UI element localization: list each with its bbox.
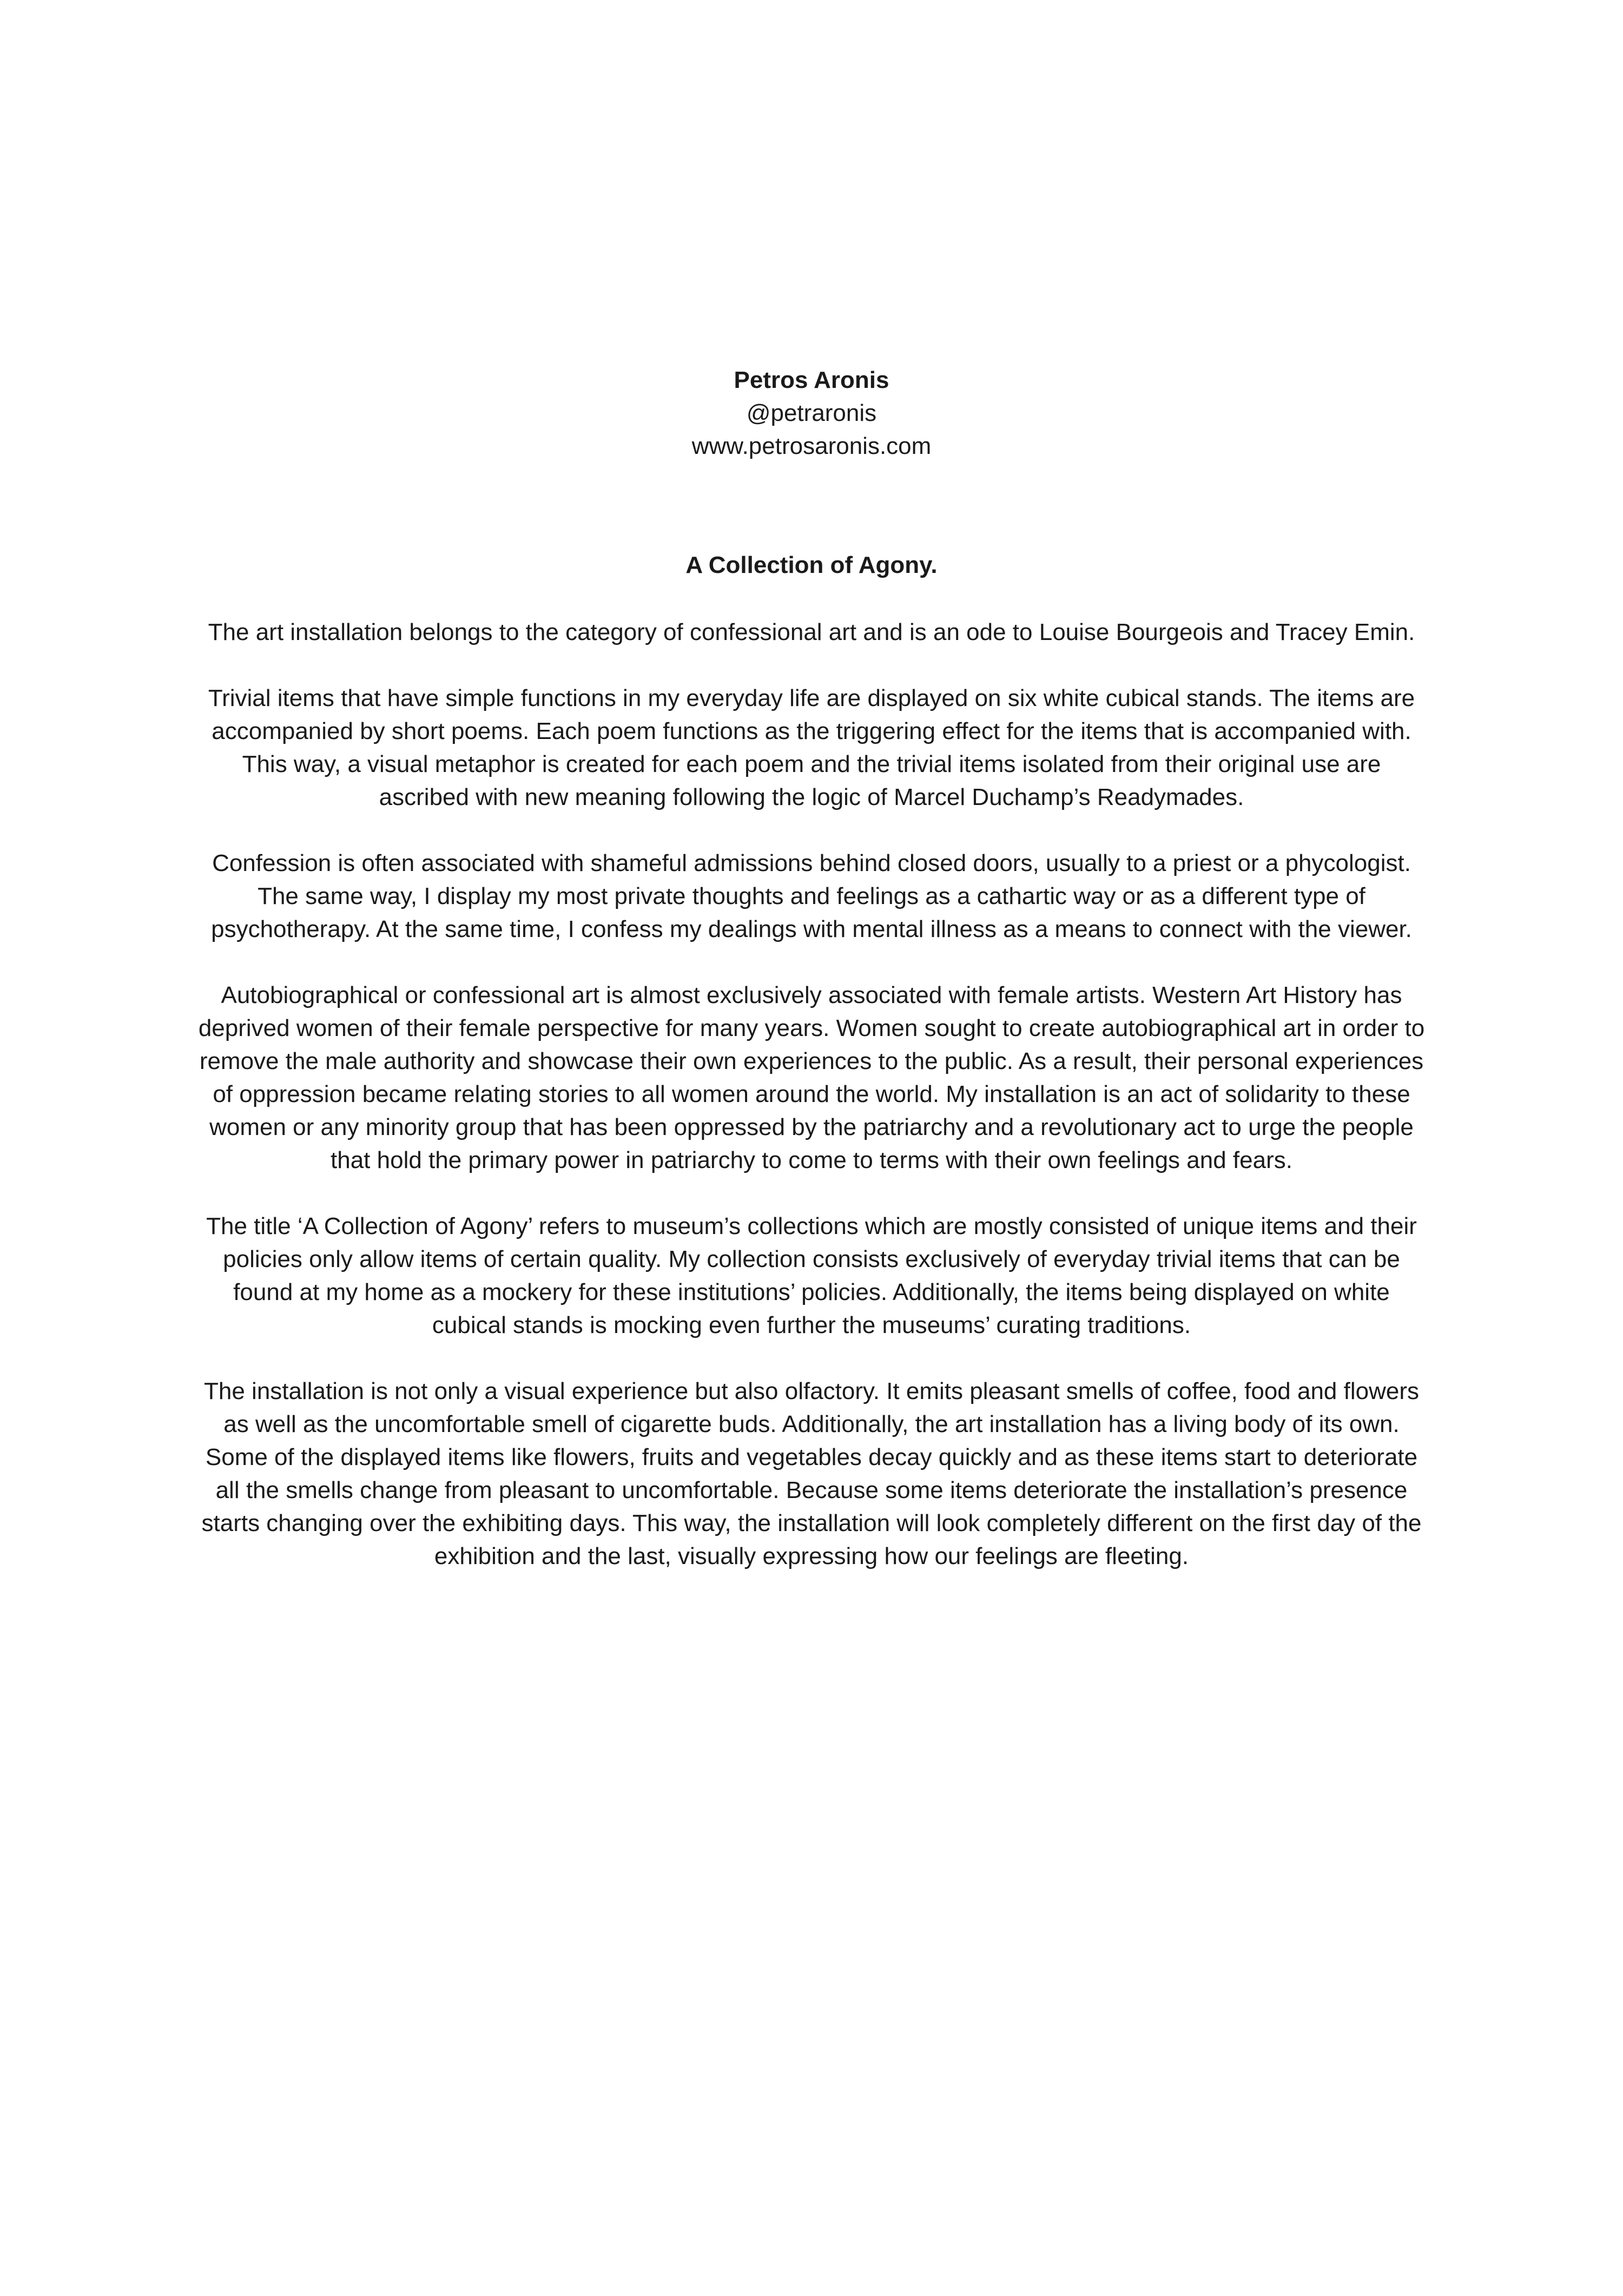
paragraph-1: The art installation belongs to the category of confessional art and is an ode to Louise Bourgeois and Tracey Emin. — [208, 619, 1415, 645]
author-handle: @petraronis — [746, 400, 877, 426]
author-name: Petros Aronis — [734, 367, 889, 393]
paragraph-3: Confession is often associated with shameful admissions behind closed doors, usually to a priest or a phycologist. The same way, I display my most private thoughts and feelings as a cathartic way or as a different type of psychotherapy. At the same time, I confess my dealings with mental illness as a means to connect with the viewer. — [211, 850, 1412, 942]
document-title: A Collection of Agony. — [685, 552, 938, 578]
author-header — [195, 364, 1428, 463]
author-website: www.petrosaronis.com — [691, 433, 932, 459]
paragraph-4: Autobiographical or confessional art is almost exclusively associated with female artists. Western Art History has deprived women of their female perspective for many years. Women sought to create autobiographical art in order to remove the male authority and showcase their own experiences to the public. As a result, their personal experiences of oppression became relating stories to all women around the world. My installation is an act of solidarity to these women or any minority group that has been oppressed by the patriarchy and a revolutionary act to urge the people that hold the primary power in patriarchy to come to terms with their own feelings and fears. — [198, 982, 1425, 1173]
paragraph-2: Trivial items that have simple functions in my everyday life are displayed on six white cubical stands. The items are accompanied by short poems. Each poem functions as the triggering effect for the items that is accompanied with. This way, a visual metaphor is created for each poem and the trivial items isolated from their original use are ascribed with new meaning following the logic of Marcel Duchamp’s Readymades. — [208, 685, 1415, 810]
body-text — [195, 616, 1428, 1606]
paragraph-6: The installation is not only a visual experience but also olfactory. It emits pleasant smells of coffee, food and flowers as well as the uncomfortable smell of cigarette buds. Additionally, the art installation has a living body of its own. Some of the displayed items like flowers, fruits and vegetables decay quickly and as these items start to deteriorate all the smells change from pleasant to uncomfortable. Because some items deteriorate the installation’s presence starts changing over the exhibiting days. This way, the installation will look completely different on the first day of the exhibition and the last, visually expressing how our feelings are fleeting. — [201, 1378, 1422, 1569]
paragraph-5: The title ‘A Collection of Agony’ refers to museum’s collections which are mostly consisted of unique items and their policies only allow items of certain quality. My collection consists exclusively of everyday trivial items that can be found at my home as a mockery for these institutions’ policies. Additionally, the items being displayed on white cubical stands is mocking even further the museums’ curating traditions. — [206, 1213, 1417, 1338]
